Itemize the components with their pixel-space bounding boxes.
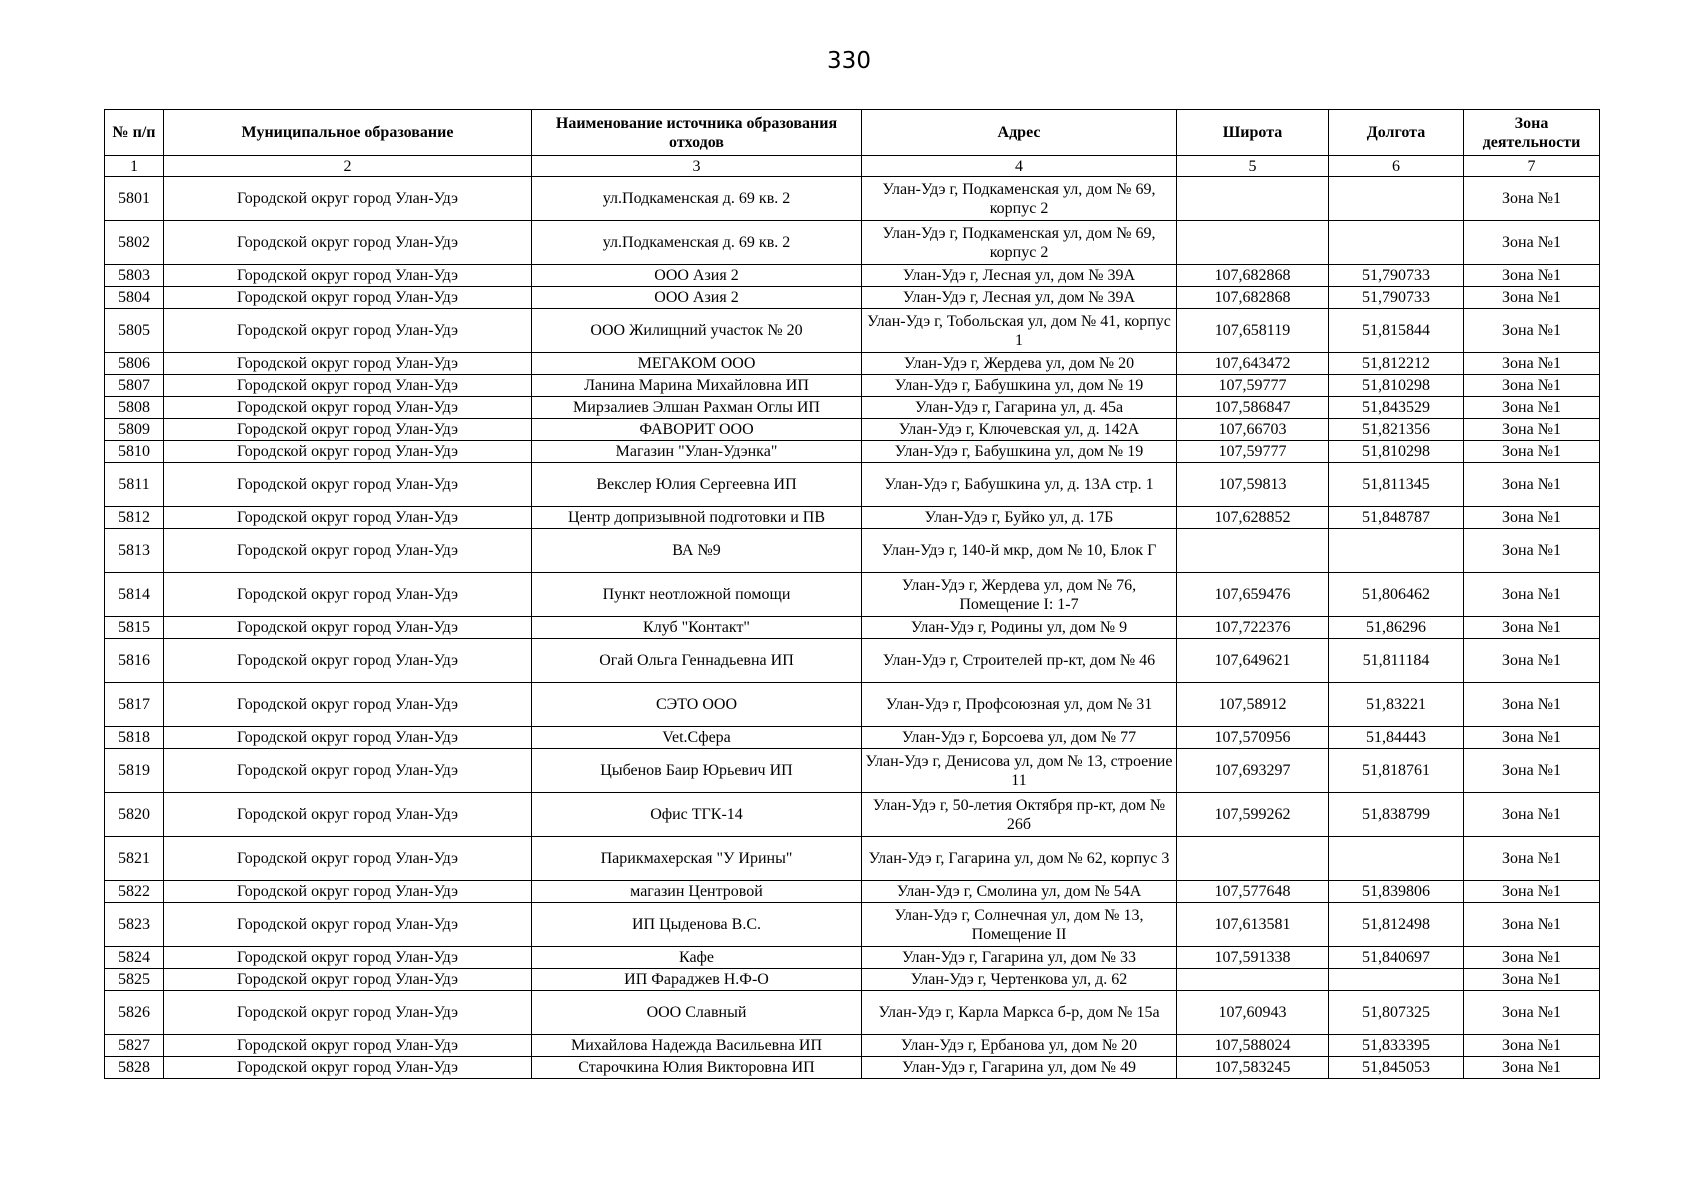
- table-row: [105, 265, 1600, 287]
- cell-index: 5825: [105, 969, 164, 991]
- cell-municipality: Городской округ город Улан-Удэ: [164, 947, 532, 969]
- cell-index: 5802: [105, 221, 164, 265]
- cell-zone: Зона №1: [1464, 397, 1600, 419]
- cell-index: 5805: [105, 309, 164, 353]
- cell-source-name: Офис ТГК-14: [532, 793, 862, 837]
- cell-zone: Зона №1: [1464, 639, 1600, 683]
- cell-longitude: 51,790733: [1329, 287, 1464, 309]
- cell-zone: Зона №1: [1464, 287, 1600, 309]
- cell-zone: Зона №1: [1464, 683, 1600, 727]
- cell-latitude: 107,58912: [1177, 683, 1329, 727]
- cell-latitude: 107,628852: [1177, 507, 1329, 529]
- cell-longitude: 51,845053: [1329, 1057, 1464, 1079]
- table-row: [105, 727, 1600, 749]
- cell-index: 5807: [105, 375, 164, 397]
- cell-index: 5801: [105, 177, 164, 221]
- table-row: [105, 375, 1600, 397]
- cell-municipality: Городской округ город Улан-Удэ: [164, 309, 532, 353]
- column-number-row: [105, 156, 1600, 177]
- cell-index: 5808: [105, 397, 164, 419]
- cell-municipality: Городской округ город Улан-Удэ: [164, 375, 532, 397]
- table-row: [105, 991, 1600, 1035]
- cell-source-name: Михайлова Надежда Васильевна ИП: [532, 1035, 862, 1057]
- cell-address: Улан-Удэ г, Гагарина ул, дом № 62, корпус 3: [862, 837, 1177, 881]
- cell-longitude: 51,848787: [1329, 507, 1464, 529]
- table-row: [105, 683, 1600, 727]
- cell-zone: Зона №1: [1464, 309, 1600, 353]
- cell-address: Улан-Удэ г, Родины ул, дом № 9: [862, 617, 1177, 639]
- cell-municipality: Городской округ город Улан-Удэ: [164, 639, 532, 683]
- cell-index: 5811: [105, 463, 164, 507]
- header-cell-zone: Зона деятельности: [1464, 110, 1600, 156]
- column-number: 1: [105, 156, 164, 177]
- cell-source-name: Старочкина Юлия Викторовна ИП: [532, 1057, 862, 1079]
- cell-zone: Зона №1: [1464, 837, 1600, 881]
- cell-latitude: 107,59777: [1177, 375, 1329, 397]
- cell-longitude: 51,821356: [1329, 419, 1464, 441]
- cell-address: Улан-Удэ г, Ключевская ул, д. 142А: [862, 419, 1177, 441]
- cell-address: Улан-Удэ г, Бабушкина ул, дом № 19: [862, 375, 1177, 397]
- cell-address: Улан-Удэ г, Буйко ул, д. 17Б: [862, 507, 1177, 529]
- cell-source-name: Цыбенов Баир Юрьевич ИП: [532, 749, 862, 793]
- cell-address: Улан-Удэ г, Чертенкова ул, д. 62: [862, 969, 1177, 991]
- cell-longitude: 51,806462: [1329, 573, 1464, 617]
- cell-address: Улан-Удэ г, Ербанова ул, дом № 20: [862, 1035, 1177, 1057]
- cell-longitude: 51,839806: [1329, 881, 1464, 903]
- table-row: [105, 947, 1600, 969]
- cell-municipality: Городской округ город Улан-Удэ: [164, 1057, 532, 1079]
- table-row: [105, 507, 1600, 529]
- cell-zone: Зона №1: [1464, 749, 1600, 793]
- cell-address: Улан-Удэ г, Денисова ул, дом № 13, строение 11: [862, 749, 1177, 793]
- cell-index: 5804: [105, 287, 164, 309]
- table-row: [105, 221, 1600, 265]
- cell-municipality: Городской округ город Улан-Удэ: [164, 221, 532, 265]
- table-row: [105, 749, 1600, 793]
- column-number: 6: [1329, 156, 1464, 177]
- cell-source-name: Кафе: [532, 947, 862, 969]
- cell-index: 5827: [105, 1035, 164, 1057]
- cell-latitude: 107,658119: [1177, 309, 1329, 353]
- cell-zone: Зона №1: [1464, 1057, 1600, 1079]
- table-row: [105, 1035, 1600, 1057]
- cell-latitude: 107,60943: [1177, 991, 1329, 1035]
- cell-index: 5803: [105, 265, 164, 287]
- header-cell-address: Адрес: [862, 110, 1177, 156]
- cell-index: 5821: [105, 837, 164, 881]
- cell-source-name: Векслер Юлия Сергеевна ИП: [532, 463, 862, 507]
- cell-longitude: 51,812212: [1329, 353, 1464, 375]
- cell-municipality: Городской округ город Улан-Удэ: [164, 353, 532, 375]
- cell-latitude: 107,59813: [1177, 463, 1329, 507]
- cell-latitude: 107,66703: [1177, 419, 1329, 441]
- table-row: [105, 837, 1600, 881]
- cell-source-name: магазин Центровой: [532, 881, 862, 903]
- cell-municipality: Городской округ город Улан-Удэ: [164, 881, 532, 903]
- column-number: 7: [1464, 156, 1600, 177]
- cell-zone: Зона №1: [1464, 903, 1600, 947]
- header-cell-source-name: Наименование источника образования отходов: [532, 110, 862, 156]
- cell-index: 5816: [105, 639, 164, 683]
- cell-source-name: ФАВОРИТ ООО: [532, 419, 862, 441]
- cell-latitude: 107,586847: [1177, 397, 1329, 419]
- cell-longitude: 51,810298: [1329, 441, 1464, 463]
- cell-longitude: 51,810298: [1329, 375, 1464, 397]
- cell-municipality: Городской округ город Улан-Удэ: [164, 991, 532, 1035]
- cell-longitude: [1329, 529, 1464, 573]
- header-cell-latitude: Широта: [1177, 110, 1329, 156]
- cell-zone: Зона №1: [1464, 221, 1600, 265]
- cell-municipality: Городской округ город Улан-Удэ: [164, 463, 532, 507]
- cell-longitude: 51,790733: [1329, 265, 1464, 287]
- cell-latitude: 107,591338: [1177, 947, 1329, 969]
- header-cell-longitude: Долгота: [1329, 110, 1464, 156]
- cell-longitude: 51,840697: [1329, 947, 1464, 969]
- cell-longitude: 51,84443: [1329, 727, 1464, 749]
- cell-index: 5809: [105, 419, 164, 441]
- cell-longitude: 51,807325: [1329, 991, 1464, 1035]
- table-row: [105, 287, 1600, 309]
- cell-zone: Зона №1: [1464, 727, 1600, 749]
- cell-address: Улан-Удэ г, Гагарина ул, д. 45а: [862, 397, 1177, 419]
- cell-latitude: [1177, 177, 1329, 221]
- cell-index: 5813: [105, 529, 164, 573]
- cell-longitude: 51,812498: [1329, 903, 1464, 947]
- cell-address: Улан-Удэ г, 50-летия Октября пр-кт, дом № 26б: [862, 793, 1177, 837]
- cell-municipality: Городской округ город Улан-Удэ: [164, 265, 532, 287]
- cell-latitude: 107,613581: [1177, 903, 1329, 947]
- cell-address: Улан-Удэ г, Гагарина ул, дом № 49: [862, 1057, 1177, 1079]
- cell-source-name: Ланина Марина Михайловна ИП: [532, 375, 862, 397]
- cell-address: Улан-Удэ г, Борсоева ул, дом № 77: [862, 727, 1177, 749]
- cell-latitude: 107,570956: [1177, 727, 1329, 749]
- cell-index: 5822: [105, 881, 164, 903]
- cell-address: Улан-Удэ г, Жердева ул, дом № 76, Помещение I: 1-7: [862, 573, 1177, 617]
- cell-address: Улан-Удэ г, Жердева ул, дом № 20: [862, 353, 1177, 375]
- cell-address: Улан-Удэ г, 140-й мкр, дом № 10, Блок Г: [862, 529, 1177, 573]
- cell-zone: Зона №1: [1464, 529, 1600, 573]
- cell-source-name: ИП Фараджев Н.Ф-О: [532, 969, 862, 991]
- cell-index: 5806: [105, 353, 164, 375]
- column-number: 4: [862, 156, 1177, 177]
- cell-address: Улан-Удэ г, Лесная ул, дом № 39А: [862, 265, 1177, 287]
- cell-source-name: ул.Подкаменская д. 69 кв. 2: [532, 221, 862, 265]
- table-row: [105, 639, 1600, 683]
- cell-index: 5817: [105, 683, 164, 727]
- cell-source-name: ул.Подкаменская д. 69 кв. 2: [532, 177, 862, 221]
- table-row: [105, 441, 1600, 463]
- cell-source-name: ООО Азия 2: [532, 265, 862, 287]
- cell-source-name: Пункт неотложной помощи: [532, 573, 862, 617]
- cell-zone: Зона №1: [1464, 463, 1600, 507]
- header-cell-index: № п/п: [105, 110, 164, 156]
- cell-index: 5820: [105, 793, 164, 837]
- cell-latitude: 107,722376: [1177, 617, 1329, 639]
- cell-latitude: 107,643472: [1177, 353, 1329, 375]
- cell-municipality: Городской округ город Улан-Удэ: [164, 177, 532, 221]
- cell-zone: Зона №1: [1464, 573, 1600, 617]
- cell-address: Улан-Удэ г, Профсоюзная ул, дом № 31: [862, 683, 1177, 727]
- cell-municipality: Городской округ город Улан-Удэ: [164, 903, 532, 947]
- table-row: [105, 309, 1600, 353]
- cell-index: 5814: [105, 573, 164, 617]
- cell-latitude: 107,682868: [1177, 287, 1329, 309]
- cell-longitude: [1329, 221, 1464, 265]
- table-row: [105, 1057, 1600, 1079]
- cell-source-name: Vet.Сфера: [532, 727, 862, 749]
- cell-municipality: Городской округ город Улан-Удэ: [164, 507, 532, 529]
- cell-zone: Зона №1: [1464, 969, 1600, 991]
- cell-latitude: [1177, 529, 1329, 573]
- cell-source-name: СЭТО ООО: [532, 683, 862, 727]
- table-row: [105, 903, 1600, 947]
- cell-address: Улан-Удэ г, Гагарина ул, дом № 33: [862, 947, 1177, 969]
- cell-latitude: [1177, 221, 1329, 265]
- cell-zone: Зона №1: [1464, 265, 1600, 287]
- cell-index: 5812: [105, 507, 164, 529]
- cell-index: 5826: [105, 991, 164, 1035]
- cell-index: 5818: [105, 727, 164, 749]
- cell-address: Улан-Удэ г, Бабушкина ул, дом № 19: [862, 441, 1177, 463]
- cell-latitude: 107,682868: [1177, 265, 1329, 287]
- cell-address: Улан-Удэ г, Подкаменская ул, дом № 69, корпус 2: [862, 221, 1177, 265]
- cell-latitude: [1177, 969, 1329, 991]
- cell-zone: Зона №1: [1464, 947, 1600, 969]
- table-row: [105, 573, 1600, 617]
- cell-municipality: Городской округ город Улан-Удэ: [164, 441, 532, 463]
- cell-source-name: ООО Жилищний участок № 20: [532, 309, 862, 353]
- cell-latitude: 107,59777: [1177, 441, 1329, 463]
- cell-zone: Зона №1: [1464, 617, 1600, 639]
- cell-index: 5823: [105, 903, 164, 947]
- cell-municipality: Городской округ город Улан-Удэ: [164, 969, 532, 991]
- header-cell-municipality: Муниципальное образование: [164, 110, 532, 156]
- cell-municipality: Городской округ город Улан-Удэ: [164, 287, 532, 309]
- cell-index: 5815: [105, 617, 164, 639]
- cell-municipality: Городской округ город Улан-Удэ: [164, 749, 532, 793]
- cell-latitude: 107,649621: [1177, 639, 1329, 683]
- cell-latitude: 107,583245: [1177, 1057, 1329, 1079]
- cell-address: Улан-Удэ г, Бабушкина ул, д. 13А стр. 1: [862, 463, 1177, 507]
- cell-longitude: 51,818761: [1329, 749, 1464, 793]
- cell-source-name: Центр допризывной подготовки и ПВ: [532, 507, 862, 529]
- cell-source-name: Парикмахерская "У Ирины": [532, 837, 862, 881]
- cell-source-name: Клуб "Контакт": [532, 617, 862, 639]
- table-row: [105, 419, 1600, 441]
- column-number: 5: [1177, 156, 1329, 177]
- cell-zone: Зона №1: [1464, 419, 1600, 441]
- cell-municipality: Городской округ город Улан-Удэ: [164, 529, 532, 573]
- cell-longitude: 51,86296: [1329, 617, 1464, 639]
- cell-longitude: 51,838799: [1329, 793, 1464, 837]
- table-body: [105, 177, 1600, 1079]
- cell-source-name: Мирзалиев Элшан Рахман Оглы ИП: [532, 397, 862, 419]
- table-row: [105, 177, 1600, 221]
- cell-zone: Зона №1: [1464, 441, 1600, 463]
- cell-latitude: 107,659476: [1177, 573, 1329, 617]
- cell-index: 5819: [105, 749, 164, 793]
- table-row: [105, 529, 1600, 573]
- table-row: [105, 793, 1600, 837]
- cell-index: 5824: [105, 947, 164, 969]
- cell-source-name: Огай Ольга Геннадьевна ИП: [532, 639, 862, 683]
- cell-address: Улан-Удэ г, Смолина ул, дом № 54А: [862, 881, 1177, 903]
- cell-zone: Зона №1: [1464, 1035, 1600, 1057]
- table-row: [105, 397, 1600, 419]
- cell-zone: Зона №1: [1464, 177, 1600, 221]
- waste-sources-table: [104, 109, 1600, 1079]
- cell-municipality: Городской округ город Улан-Удэ: [164, 793, 532, 837]
- cell-municipality: Городской округ город Улан-Удэ: [164, 397, 532, 419]
- cell-zone: Зона №1: [1464, 375, 1600, 397]
- cell-address: Улан-Удэ г, Тобольская ул, дом № 41, корпус 1: [862, 309, 1177, 353]
- cell-source-name: Магазин "Улан-Удэнка": [532, 441, 862, 463]
- cell-zone: Зона №1: [1464, 881, 1600, 903]
- cell-longitude: 51,833395: [1329, 1035, 1464, 1057]
- cell-source-name: ВА №9: [532, 529, 862, 573]
- cell-source-name: ООО Азия 2: [532, 287, 862, 309]
- cell-municipality: Городской округ город Улан-Удэ: [164, 573, 532, 617]
- cell-address: Улан-Удэ г, Карла Маркса б-р, дом № 15а: [862, 991, 1177, 1035]
- column-number: 2: [164, 156, 532, 177]
- cell-index: 5828: [105, 1057, 164, 1079]
- cell-address: Улан-Удэ г, Солнечная ул, дом № 13, Помещение II: [862, 903, 1177, 947]
- cell-address: Улан-Удэ г, Строителей пр-кт, дом № 46: [862, 639, 1177, 683]
- cell-address: Улан-Удэ г, Лесная ул, дом № 39А: [862, 287, 1177, 309]
- cell-latitude: 107,588024: [1177, 1035, 1329, 1057]
- table-row: [105, 881, 1600, 903]
- cell-longitude: 51,811184: [1329, 639, 1464, 683]
- cell-longitude: 51,83221: [1329, 683, 1464, 727]
- cell-source-name: МЕГАКОМ ООО: [532, 353, 862, 375]
- cell-source-name: ИП Цыденова В.С.: [532, 903, 862, 947]
- cell-longitude: 51,811345: [1329, 463, 1464, 507]
- cell-latitude: [1177, 837, 1329, 881]
- cell-address: Улан-Удэ г, Подкаменская ул, дом № 69, корпус 2: [862, 177, 1177, 221]
- table-row: [105, 617, 1600, 639]
- page-number: 330: [827, 48, 871, 74]
- cell-longitude: 51,815844: [1329, 309, 1464, 353]
- cell-zone: Зона №1: [1464, 991, 1600, 1035]
- cell-latitude: 107,693297: [1177, 749, 1329, 793]
- cell-zone: Зона №1: [1464, 353, 1600, 375]
- cell-longitude: [1329, 177, 1464, 221]
- cell-longitude: 51,843529: [1329, 397, 1464, 419]
- cell-municipality: Городской округ город Улан-Удэ: [164, 1035, 532, 1057]
- cell-municipality: Городской округ город Улан-Удэ: [164, 837, 532, 881]
- cell-source-name: ООО Славный: [532, 991, 862, 1035]
- cell-municipality: Городской округ город Улан-Удэ: [164, 617, 532, 639]
- column-number: 3: [532, 156, 862, 177]
- cell-longitude: [1329, 969, 1464, 991]
- cell-municipality: Городской округ город Улан-Удэ: [164, 727, 532, 749]
- cell-municipality: Городской округ город Улан-Удэ: [164, 683, 532, 727]
- cell-longitude: [1329, 837, 1464, 881]
- table-row: [105, 353, 1600, 375]
- cell-zone: Зона №1: [1464, 793, 1600, 837]
- table-row: [105, 463, 1600, 507]
- cell-index: 5810: [105, 441, 164, 463]
- cell-latitude: 107,577648: [1177, 881, 1329, 903]
- cell-latitude: 107,599262: [1177, 793, 1329, 837]
- table-header-row: [105, 110, 1600, 156]
- cell-zone: Зона №1: [1464, 507, 1600, 529]
- table-row: [105, 969, 1600, 991]
- cell-municipality: Городской округ город Улан-Удэ: [164, 419, 532, 441]
